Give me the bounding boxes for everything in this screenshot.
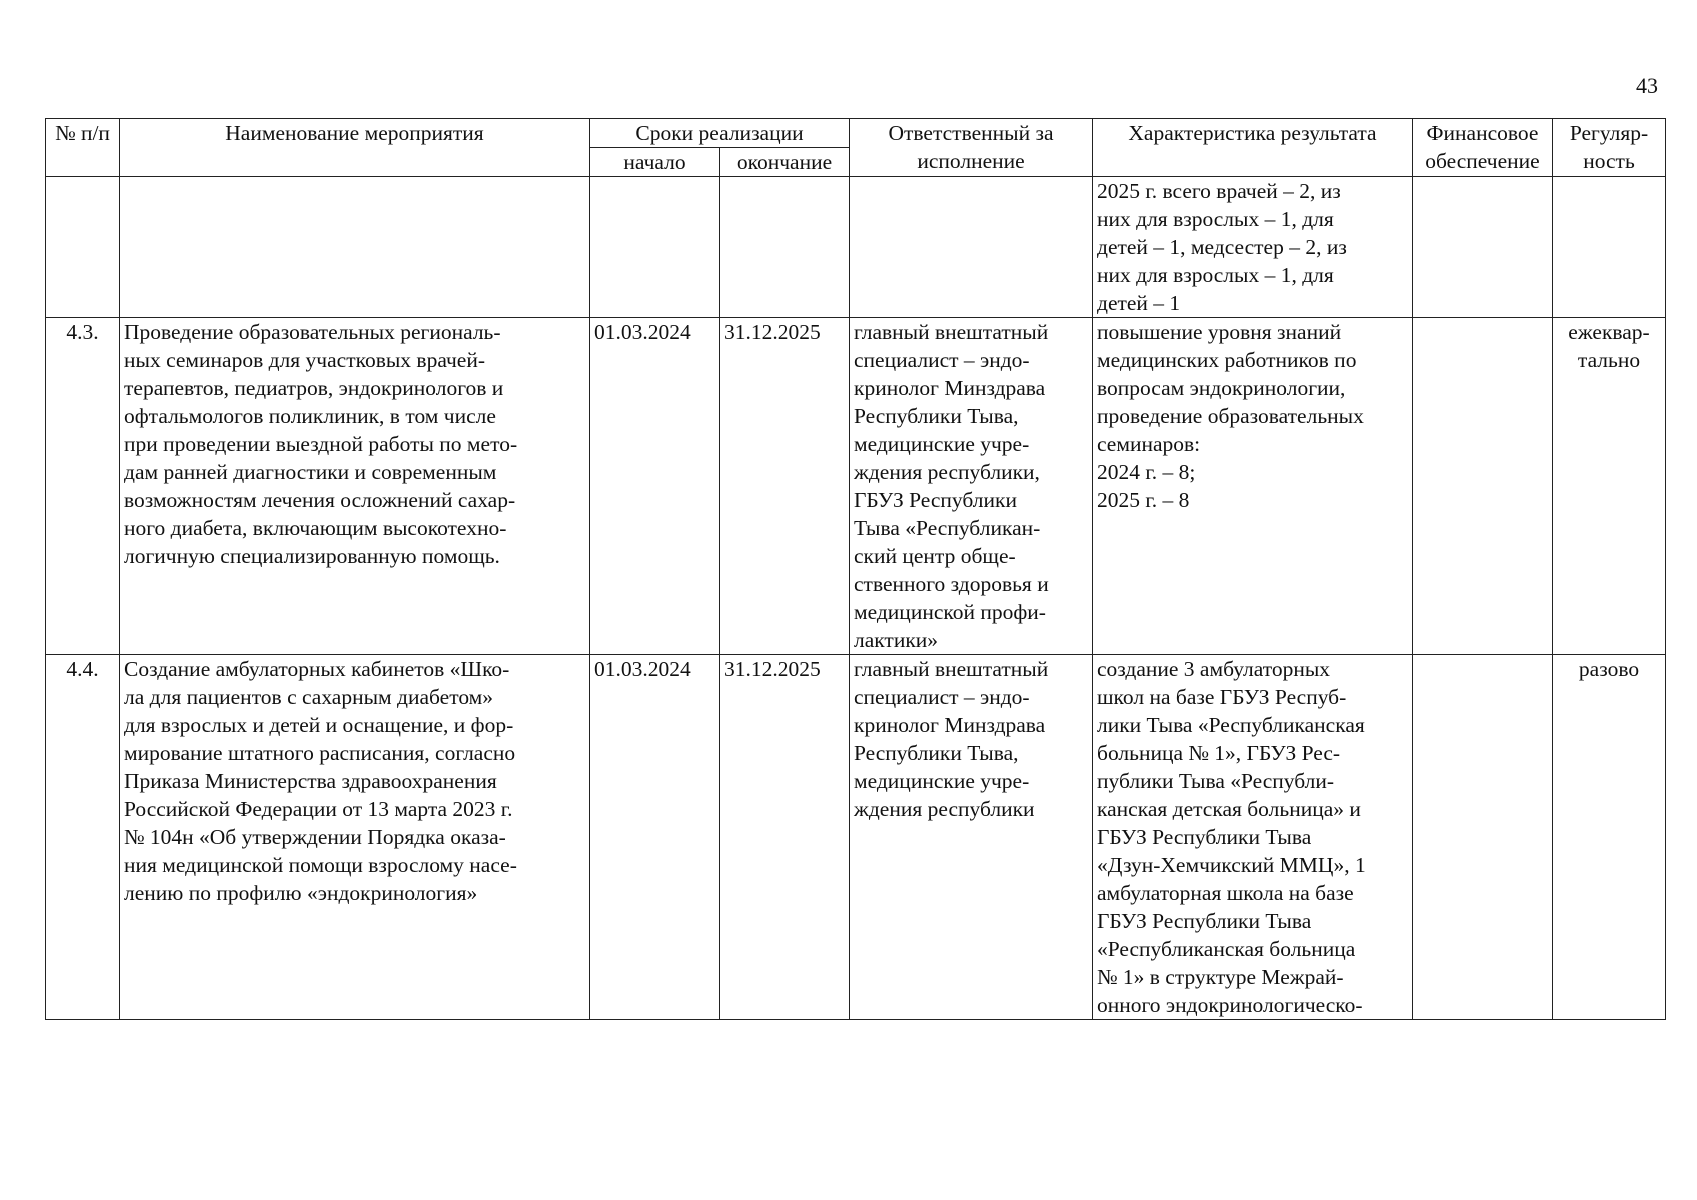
cell-name: Создание амбулаторных кабинетов «Шко- ла для пациентов с сахарным диабетом» для взрослых и детей и оснащение, и фор- мирование штатного расписания, согласно Приказа Министерства здравоохранения Российской Федерации от 13 марта 2023 г. № 104н «Об утверждении Порядка оказа- ния медицинской помощи взрослому насе- лению по профилю «эндокринология» (120, 655, 590, 1020)
page-number: 43 (1636, 73, 1658, 98)
table-row (46, 318, 1666, 655)
header-num: № п/п (46, 119, 120, 177)
cell-finance (1413, 318, 1553, 655)
cell-regularity: разово (1553, 655, 1666, 1020)
cell-result: создание 3 амбулаторных школ на базе ГБУЗ Респуб- лики Тыва «Республиканская больница № 1», ГБУЗ Рес- публики Тыва «Республи- канская детская больница» и ГБУЗ Республики Тыва «Дзун-Хемчикский ММЦ», 1 амбулаторная школа на базе ГБУЗ Республики Тыва «Республиканская больница № 1» в структуре Межрай- онного эндокринологическо- (1093, 655, 1413, 1020)
header-start: начало (590, 148, 720, 177)
header-regularity: Регуляр- ность (1553, 119, 1666, 177)
cell-regularity: ежеквар- тально (1553, 318, 1666, 655)
cell-start (590, 177, 720, 318)
header-result: Характеристика результата (1093, 119, 1413, 177)
cell-end (720, 177, 850, 318)
cell-end: 31.12.2025 (720, 655, 850, 1020)
cell-responsible (850, 177, 1093, 318)
cell-result: повышение уровня знаний медицинских работников по вопросам эндокринологии, проведение образовательных семинаров: 2024 г. – 8; 2025 г. – 8 (1093, 318, 1413, 655)
header-row (46, 119, 1666, 148)
cell-num: 4.4. (46, 655, 120, 1020)
cell-num (46, 177, 120, 318)
header-end: окончание (720, 148, 850, 177)
header-name: Наименование мероприятия (120, 119, 590, 177)
cell-start: 01.03.2024 (590, 655, 720, 1020)
cell-name (120, 177, 590, 318)
cell-result: 2025 г. всего врачей – 2, из них для взрослых – 1, для детей – 1, медсестер – 2, из них для взрослых – 1, для детей – 1 (1093, 177, 1413, 318)
cell-num: 4.3. (46, 318, 120, 655)
header-finance: Финансовое обеспечение (1413, 119, 1553, 177)
table-row (46, 655, 1666, 1020)
cell-responsible: главный внештатный специалист – эндо- кринолог Минздрава Республики Тыва, медицинские учре- ждения республики, ГБУЗ Республики Тыва «Республикан- ский центр обще- ственного здоровья и медицинской профи- лактики» (850, 318, 1093, 655)
cell-name: Проведение образовательных региональ- ных семинаров для участковых врачей- терапевтов, педиатров, эндокринологов и офтальмологов поликлиник, в том числе при проведении выездной работы по мето- дам ранней диагностики и современным возможностям лечения осложнений сахар- ного диабета, включающим высокотехно- логичную специализированную помощь. (120, 318, 590, 655)
cell-regularity (1553, 177, 1666, 318)
table-row (46, 177, 1666, 318)
header-responsible: Ответственный за исполнение (850, 119, 1093, 177)
header-terms: Сроки реализации (590, 119, 850, 148)
cell-end: 31.12.2025 (720, 318, 850, 655)
cell-finance (1413, 177, 1553, 318)
activities-table (45, 118, 1666, 1020)
cell-responsible: главный внештатный специалист – эндо- кринолог Минздрава Республики Тыва, медицинские учре- ждения республики (850, 655, 1093, 1020)
cell-start: 01.03.2024 (590, 318, 720, 655)
cell-finance (1413, 655, 1553, 1020)
